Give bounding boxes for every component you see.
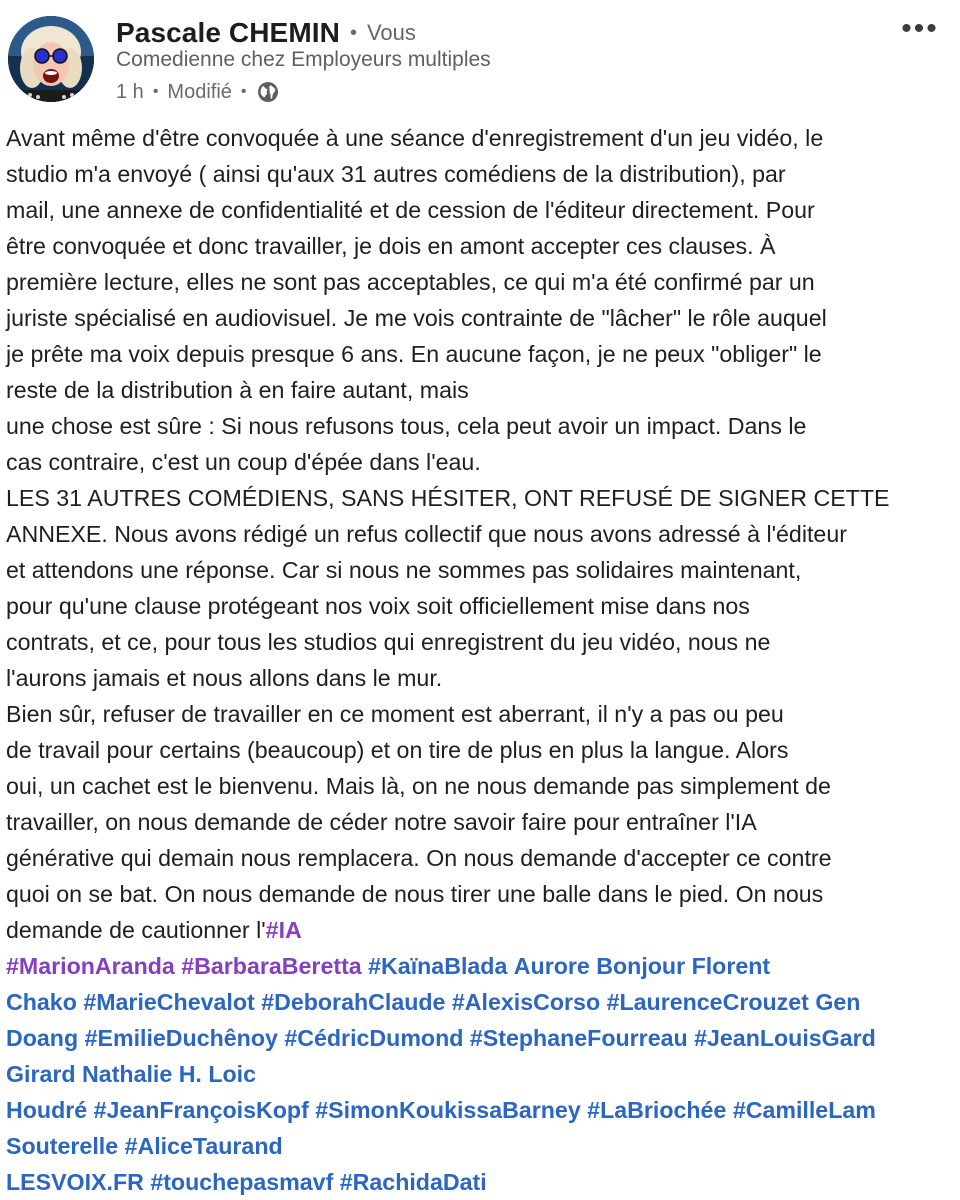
post-text-line: première lecture, elles ne sont pas acceptables, ce qui m'a été confirmé par un [6,269,815,295]
hashtag-link[interactable]: #KaïnaBlada [368,953,508,979]
post-meta [116,78,280,106]
post-text-line: être convoquée et donc travailler, je dois en amont accepter ces clauses. À [6,233,776,259]
author-headline: Comedienne chez Employeurs multiples [116,48,491,71]
tag-row [6,1128,960,1164]
tag-row [6,1020,960,1056]
hashtag-link[interactable]: #MarionAranda [6,953,175,979]
separator-dot: • [349,21,357,44]
post-text-line: une chose est sûre : Si nous refusons tous, cela peut avoir un impact. Dans le [6,413,807,439]
author-name[interactable]: Pascale CHEMIN [116,17,340,48]
post-text-line: mail, une annexe de confidentialité et de cession de l'éditeur directement. Pour [6,197,815,223]
hashtag-link[interactable]: #BarbaraBeretta [181,953,362,979]
profile-photo [8,16,94,102]
hashtag-link[interactable]: #touchepasmavf [150,1169,334,1195]
hashtag-link[interactable]: #CamilleLam [732,1097,876,1123]
hashtag-link[interactable]: #JeanLouisGard [694,1025,876,1051]
post-text-line: cas contraire, c'est un coup d'épée dans l'eau. [6,449,481,475]
hashtag-link[interactable]: #AliceTaurand [124,1133,283,1159]
edited-label: Modifié [167,80,232,103]
post-text-line: reste de la distribution à en faire autant, mais [6,377,469,403]
post-time: 1 h [116,80,144,103]
separator-dot: • [152,83,159,100]
post-text-line: Avant même d'être convoquée à une séance d'enregistrement d'un jeu vidéo, le [6,125,824,151]
mention-link[interactable]: Souterelle [6,1133,119,1159]
globe-icon[interactable] [256,80,280,104]
mention-link[interactable]: Girard [6,1061,76,1087]
post-text-line: pour qu'une clause protégeant nos voix soit officiellement mise dans nos [6,593,750,619]
more-horizontal-icon[interactable]: ••• [901,12,939,45]
post-text-line: studio m'a envoyé ( ainsi qu'aux 31 autres comédiens de la distribution), par [6,161,786,187]
hashtag-link[interactable]: #SimonKoukissaBarney [315,1097,581,1123]
hashtag-link[interactable]: #LaurenceCrouzet [606,989,809,1015]
post-header [0,0,960,118]
post-text-line-last [6,912,960,948]
avatar[interactable] [8,16,94,102]
mention-link[interactable]: LESVOIX.FR [6,1169,144,1195]
you-label: Vous [366,20,416,45]
author-line [116,14,416,52]
mention-link[interactable]: Nathalie H. [82,1061,202,1087]
hashtag-link[interactable]: #RachidaDati [339,1169,487,1195]
tag-row [6,948,960,984]
hashtag-link[interactable]: #StephaneFourreau [469,1025,688,1051]
post-text-line: contrats, et ce, pour tous les studios qui enregistrent du jeu vidéo, nous ne [6,629,771,655]
mention-link[interactable]: Florent [691,953,771,979]
post-text-line: LES 31 AUTRES COMÉDIENS, SANS HÉSITER, ONT REFUSÉ DE SIGNER CETTE [6,485,890,511]
mention-link[interactable]: Loic [208,1061,257,1087]
mention-link[interactable]: Houdré [6,1097,88,1123]
tag-row [6,1092,960,1128]
post-text-line: l'aurons jamais et nous allons dans le mur. [6,665,443,691]
post-text-line: ANNEXE. Nous avons rédigé un refus collectif que nous avons adressé à l'éditeur [6,521,847,547]
post-text-line: travailler, on nous demande de céder notre savoir faire pour entraîner l'IA [6,809,757,835]
post-text-line: générative qui demain nous remplacera. On nous demande d'accepter ce contre [6,845,832,871]
post-text-line: quoi on se bat. On nous demande de nous tirer une balle dans le pied. On nous [6,881,824,907]
mention-link[interactable]: Chako [6,989,77,1015]
mention-link[interactable]: Doang [6,1025,79,1051]
post-text-line: oui, un cachet est le bienvenu. Mais là, on ne nous demande pas simplement de [6,773,831,799]
hashtag-link[interactable]: #JeanFrançoisKopf [93,1097,309,1123]
hashtag-link[interactable]: #AlexisCorso [451,989,601,1015]
hashtag-link[interactable]: #LaBriochée [587,1097,727,1123]
post-text-line: juriste spécialisé en audiovisuel. Je me vois contrainte de "lâcher" le rôle auquel [6,305,827,331]
tag-row [6,1056,960,1092]
hashtag-link[interactable]: #MarieChevalot [83,989,255,1015]
post-text-line: Bien sûr, refuser de travailler en ce moment est aberrant, il n'y a pas ou peu [6,701,784,727]
hashtag-link[interactable]: #DeborahClaude [261,989,446,1015]
post-text-line: et attendons une réponse. Car si nous ne sommes pas solidaires maintenant, [6,557,802,583]
post-body [6,120,960,1200]
separator-dot: • [240,83,247,100]
hashtag-link[interactable]: #IA [265,917,302,943]
tag-row [6,984,960,1020]
hashtag-link[interactable]: #CédricDumond [284,1025,464,1051]
mention-link[interactable]: Aurore Bonjour [513,953,686,979]
post-text: demande de cautionner l' [6,917,266,943]
hashtag-link[interactable]: #EmilieDuchênoy [84,1025,278,1051]
post-text-line: je prête ma voix depuis presque 6 ans. En aucune façon, je ne peux "obliger" le [6,341,822,367]
post-text-line: de travail pour certains (beaucoup) et on tire de plus en plus la langue. Alors [6,737,789,763]
mention-link[interactable]: Gen [815,989,861,1015]
tag-row [6,1164,960,1200]
